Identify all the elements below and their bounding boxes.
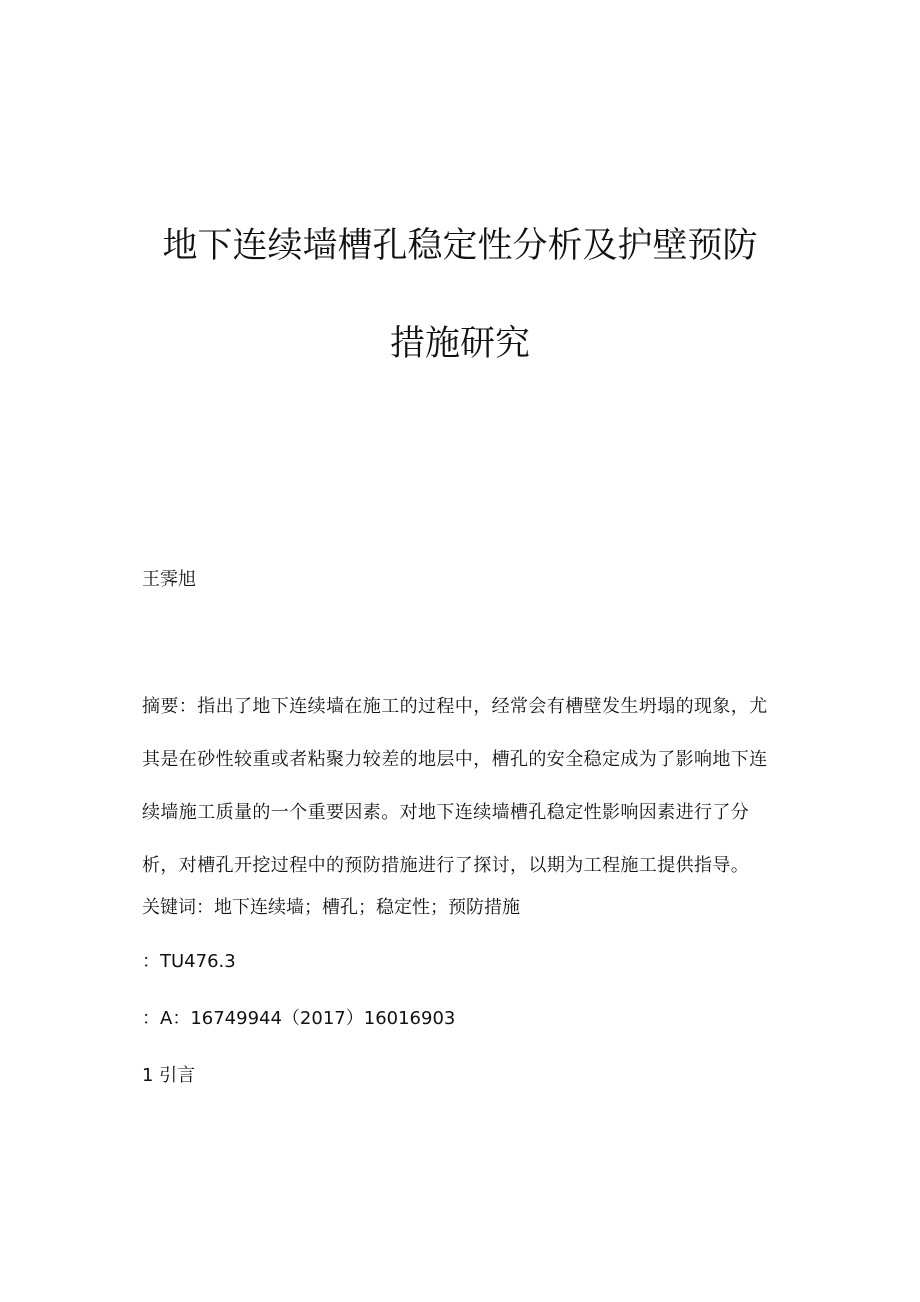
article-id: ：A：16749944（2017）16016903 [142, 1008, 456, 1029]
document-title-line-1: 地下连续墙槽孔稳定性分析及护壁预防 [162, 226, 758, 266]
classification-number: ：TU476.3 [142, 951, 236, 972]
author: 王霁旭 [142, 569, 196, 590]
abstract-line: 其是在砂性较重或者粘聚力较差的地层中，槽孔的安全稳定成为了影响地下连 [142, 749, 768, 770]
abstract-line: 析，对槽孔开挖过程中的预防措施进行了探讨，以期为工程施工提供指导。 [142, 855, 750, 876]
keywords: 关键词：地下连续墙；槽孔；稳定性；预防措施 [142, 897, 520, 918]
document-title-line-2: 措施研究 [389, 324, 530, 364]
abstract-line: 续墙施工质量的一个重要因素。对地下连续墙槽孔稳定性影响因素进行了分 [142, 802, 750, 823]
abstract-line: 摘要：指出了地下连续墙在施工的过程中，经常会有槽壁发生坍塌的现象，尤 [142, 696, 768, 717]
section-heading: 1 引言 [142, 1065, 196, 1086]
